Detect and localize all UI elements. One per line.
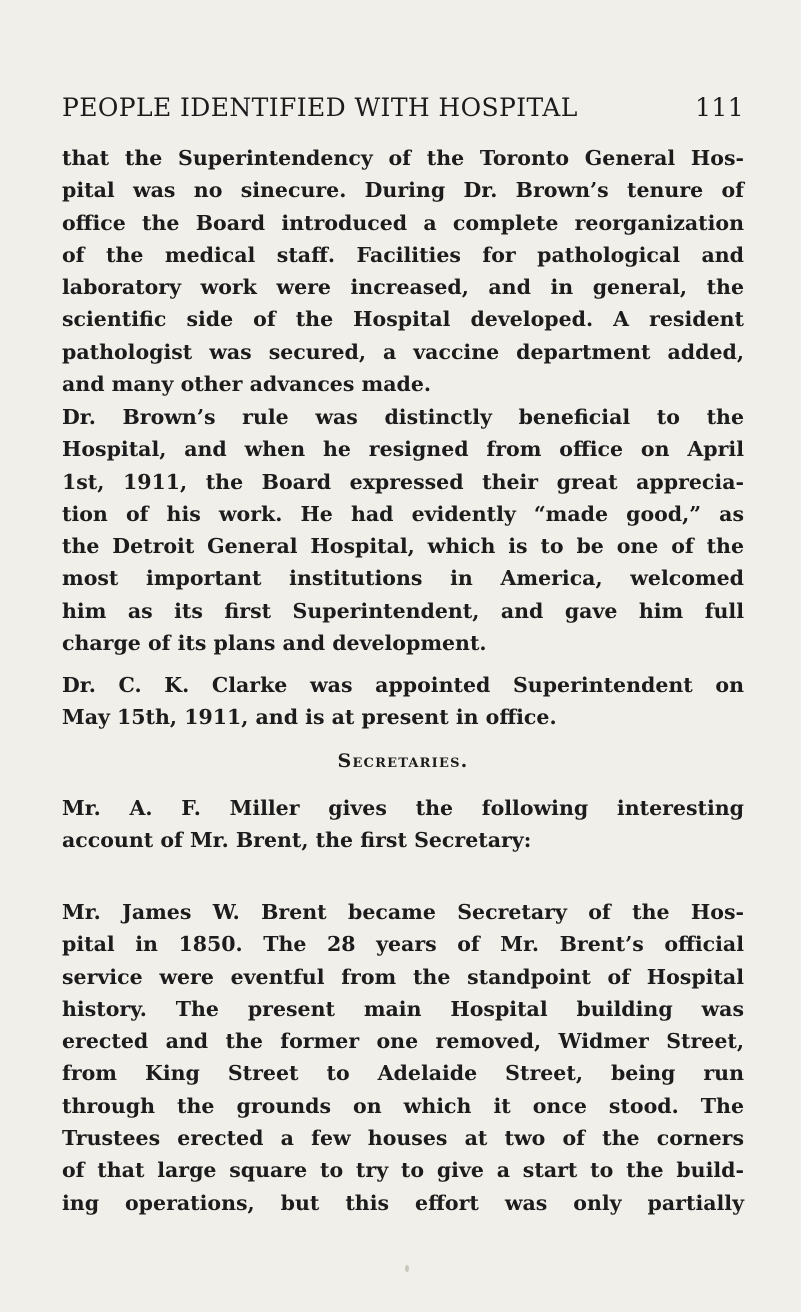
text-line: most important institutions in America, welcomed [62, 566, 744, 591]
text-line: from King Street to Adelaide Street, being run [62, 1061, 744, 1086]
text-line: history. The present main Hospital building was [62, 996, 744, 1021]
text-line: Trustees erected a few houses at two of the corners [62, 1126, 744, 1151]
running-head [62, 90, 744, 126]
text-line: erected and the former one removed, Widmer Street, [62, 1029, 744, 1054]
text-line: through the grounds on which it once stood. The [62, 1093, 744, 1118]
paragraph-clarke [62, 669, 744, 734]
text-line: that the Superintendency of the Toronto General Hos- [62, 146, 744, 170]
text-line: Dr. Brown’s rule was distinctly beneficial to the [62, 405, 744, 429]
text-line: office the Board introduced a complete reorganization [62, 210, 744, 235]
paragraph-brown-rule [62, 401, 744, 659]
text-line: tion of his work. He had evidently “made good,” as [62, 501, 744, 526]
text-line: the Detroit General Hospital, which is to be one of the [62, 534, 744, 559]
text-line: pital in 1850. The 28 years of Mr. Brent’s official [62, 932, 744, 957]
text-line: Dr. C. K. Clarke was appointed Superintendent on [62, 673, 744, 697]
text-line: and many other advances made. [62, 372, 432, 397]
paragraph-miller [62, 792, 744, 857]
paragraph-superintendency [62, 142, 744, 400]
running-head-title: PEOPLE IDENTIFIED WITH HOSPITAL [62, 93, 578, 122]
text-line: Mr. A. F. Miller gives the following interesting [62, 796, 744, 820]
text-line: laboratory work were increased, and in general, the [62, 275, 744, 300]
text-line: him as its first Superintendent, and gave him full [62, 598, 744, 623]
text-line: service were eventful from the standpoint of Hospital [62, 964, 744, 989]
text-line: of the medical staff. Facilities for pathological and [62, 242, 744, 267]
text-line: ing operations, but this effort was only partially [62, 1190, 744, 1215]
page-number: 111 [695, 93, 744, 122]
text-line: scientific side of the Hospital developed. A resident [62, 307, 744, 332]
text-line: 1st, 1911, the Board expressed their great apprecia- [62, 469, 744, 494]
text-line: pital was no sinecure. During Dr. Brown’s tenure of [62, 178, 744, 203]
paragraph-brent [62, 896, 744, 1219]
text-line: account of Mr. Brent, the first Secretary: [62, 828, 532, 853]
section-heading-secretaries: Secretaries. [337, 750, 469, 772]
text-line: charge of its plans and development. [62, 631, 487, 656]
text-line: of that large square to try to give a start to the build- [62, 1158, 744, 1183]
text-line: Mr. James W. Brent became Secretary of the Hos- [62, 900, 744, 924]
text-line: Hospital, and when he resigned from office on April [62, 437, 744, 462]
paper-speck [405, 1265, 409, 1272]
text-line: pathologist was secured, a vaccine department added, [62, 339, 744, 364]
text-line: May 15th, 1911, and is at present in office. [62, 705, 557, 730]
